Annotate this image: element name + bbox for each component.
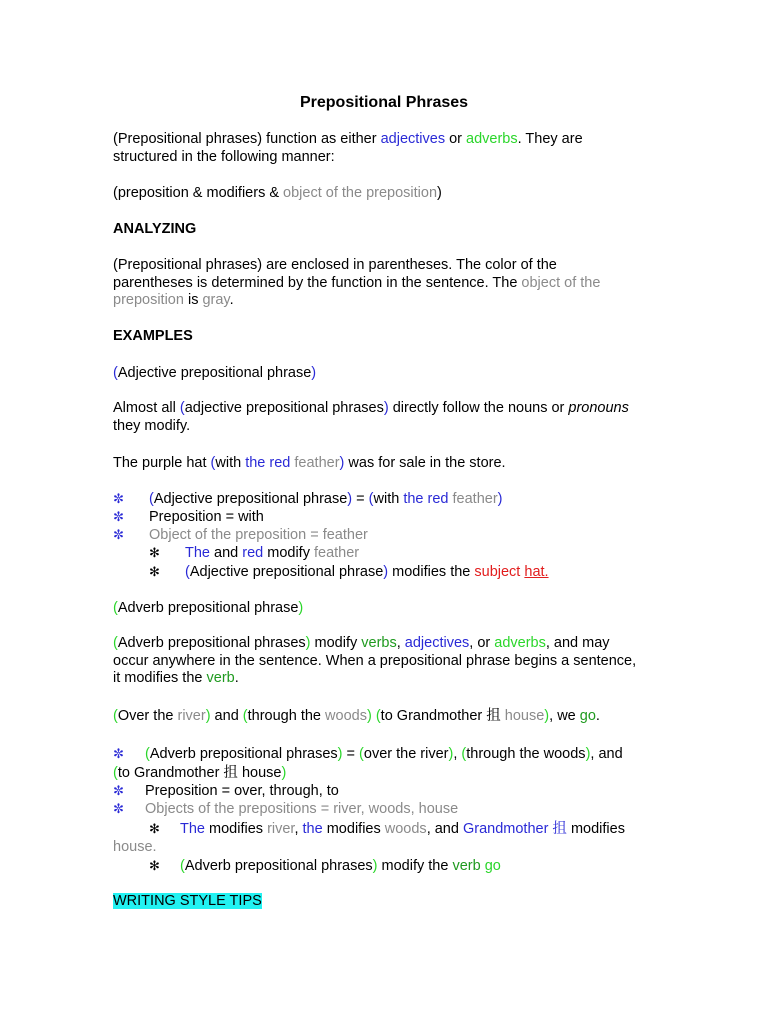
adv-subbullet-1 — [180, 821, 735, 839]
gray-term: gray — [202, 292, 230, 308]
adv-subbullet-2 — [180, 858, 735, 876]
adjective-label — [113, 365, 668, 383]
bullet-text: and — [210, 545, 243, 561]
blue-paren: ) — [383, 400, 389, 416]
modifier-term: The — [180, 821, 205, 837]
desc-text: adjective prepositional phrases — [184, 400, 384, 416]
object-term: feather — [313, 545, 360, 561]
intro-text: (Prepositional phrases) function as either — [113, 131, 381, 147]
adv-bullet-2: Preposition = over, through, to — [145, 783, 339, 799]
bullet-text: to Grandmother 抯 house — [117, 765, 282, 781]
bullet-text: modifies — [205, 821, 268, 837]
analyzing-text: (Prepositional phrases) are enclosed in parentheses. The color of the — [113, 257, 557, 273]
example-text: , we — [549, 708, 580, 724]
green-paren: ) — [366, 708, 372, 724]
object-term: house — [504, 708, 545, 724]
blue-paren: ( — [149, 491, 154, 507]
green-paren: ( — [113, 635, 118, 651]
verb-term: verb — [452, 858, 481, 874]
adverbs-term: adverbs — [494, 635, 546, 651]
modifier-term: The — [185, 545, 210, 561]
desc-text: it modifies the — [113, 670, 207, 686]
bullet-text: = feather — [306, 527, 368, 543]
blue-paren: ) — [497, 491, 503, 507]
object-term: object of the preposition — [283, 185, 438, 201]
modifier-term: red — [242, 545, 264, 561]
adj-bullet-2: Preposition = with — [149, 509, 264, 525]
adjectives-term: adjectives — [404, 635, 470, 651]
blue-paren: ) — [347, 491, 353, 507]
example-text: Over the — [117, 708, 178, 724]
subject-word: hat. — [524, 564, 549, 580]
blue-paren: ( — [179, 400, 185, 416]
modifier-term: the red — [403, 491, 449, 507]
subject-term: subject — [474, 564, 521, 580]
object-term: river — [177, 708, 206, 724]
desc-text: occur anywhere in the sentence. When a prepositional phrase begins a sentence, — [113, 652, 637, 669]
adverb-label — [113, 600, 668, 618]
bullet-icon: ✼ — [113, 746, 124, 761]
desc-text: they modify. — [113, 417, 191, 434]
bullet-icon: ✼ — [113, 491, 124, 506]
green-paren: ) — [585, 746, 591, 762]
example-text: The purple hat — [113, 455, 211, 471]
example-text: through the — [247, 708, 326, 724]
bullet-text: over the river — [363, 746, 449, 762]
blue-paren: ) — [339, 455, 345, 471]
desc-text: . — [234, 670, 239, 686]
modifier-term: the — [302, 821, 323, 837]
green-paren: ( — [113, 600, 118, 616]
bullet-text: Adverb prepositional phrases — [149, 746, 338, 762]
green-paren: ( — [113, 765, 118, 781]
intro-text: . They are — [517, 131, 583, 147]
object-term: river — [267, 821, 295, 837]
green-paren: ) — [305, 635, 311, 651]
adjective-description — [113, 400, 668, 435]
analyzing-text: is — [183, 292, 203, 308]
subbullet-icon: ✻ — [149, 545, 160, 560]
bullet-text: Adverb prepositional phrases — [184, 858, 373, 874]
bullet-text: Adjective prepositional phrase — [189, 564, 384, 580]
adverb-description — [113, 635, 668, 688]
desc-text: , and may — [545, 635, 610, 651]
writing-tips-heading-row — [113, 893, 668, 911]
intro-paragraph — [113, 131, 668, 166]
bullet-icon: ✼ — [113, 509, 124, 524]
bullet-text: = — [352, 491, 369, 507]
blue-paren: ) — [383, 564, 389, 580]
analyzing-text: . — [229, 292, 234, 308]
object-term: object of the — [521, 274, 601, 291]
modifier-term: Grandmother 抯 — [462, 821, 567, 837]
page-title: Prepositional Phrases — [299, 94, 469, 111]
subbullet-icon: ✻ — [149, 821, 160, 836]
green-paren: ) — [205, 708, 211, 724]
blue-paren: ) — [311, 365, 317, 381]
modifier-term: the red — [245, 455, 291, 471]
green-paren: ( — [145, 746, 150, 762]
examples-heading: EXAMPLES — [113, 328, 193, 344]
desc-text: Adverb prepositional phrases — [117, 635, 306, 651]
object-term: woods — [325, 708, 367, 724]
adjectives-term: adjectives — [380, 131, 446, 147]
desc-text: , or — [469, 635, 495, 651]
bullet-text: modifies the — [388, 564, 475, 580]
blue-paren: ( — [210, 455, 216, 471]
object-term: woods — [384, 821, 427, 837]
adj-bullet-3 — [149, 527, 704, 545]
adj-bullet-1 — [149, 491, 704, 509]
structure-text: ) — [437, 185, 442, 201]
analyzing-paragraph — [113, 257, 668, 310]
bullet-text: , and — [590, 746, 623, 762]
blue-paren: ( — [113, 365, 118, 381]
adj-subbullet-2 — [185, 564, 740, 582]
bullet-text: = river, woods, house — [316, 801, 459, 817]
adv-bullet-3 — [145, 801, 700, 819]
desc-text: modify — [310, 635, 362, 651]
green-paren: ( — [113, 708, 118, 724]
structure-text: (preposition & modifiers & — [113, 185, 284, 201]
writing-tips-heading: WRITING STYLE TIPS — [113, 893, 262, 909]
green-paren: ) — [298, 600, 304, 616]
intro-text: or — [445, 131, 467, 147]
green-paren: ) — [281, 765, 287, 781]
object-term: Objects of the prepositions — [145, 801, 317, 817]
example-text: and — [210, 708, 243, 724]
desc-text: directly follow the nouns or — [388, 400, 569, 416]
bullet-text: , — [453, 746, 462, 762]
bullet-text: modifies — [322, 821, 385, 837]
structure-line — [113, 185, 668, 203]
bullet-text: , — [294, 821, 303, 837]
adverb-example — [113, 708, 668, 726]
adjective-label-text: Adjective prepositional phrase — [117, 365, 312, 381]
green-paren: ) — [544, 708, 550, 724]
subbullet-icon: ✻ — [149, 858, 160, 873]
adverbs-term: adverbs — [466, 131, 518, 147]
intro-text: structured in the following manner: — [113, 148, 335, 165]
object-term: preposition — [113, 292, 184, 308]
verb-term: go — [480, 858, 501, 874]
adv-bullet-1-continuation — [113, 765, 668, 783]
bullet-text: modify the — [377, 858, 453, 874]
green-paren: ( — [180, 858, 185, 874]
verb-term: go — [579, 708, 596, 724]
object-term: feather — [290, 455, 340, 471]
bullet-text: , and — [426, 821, 463, 837]
bullet-icon: ✼ — [113, 801, 124, 816]
adverb-label-text: Adverb prepositional phrase — [117, 600, 299, 616]
object-term: Object of the preposition — [149, 527, 307, 543]
green-paren: ) — [337, 746, 343, 762]
bullet-text: with — [373, 491, 404, 507]
object-term: feather — [448, 491, 498, 507]
blue-paren: ( — [185, 564, 190, 580]
verb-term: verb — [206, 670, 235, 686]
adj-subbullet-1 — [185, 545, 740, 563]
desc-text: , — [396, 635, 405, 651]
desc-text: Almost all — [113, 400, 180, 416]
adv-subbullet-1-continuation: house. — [113, 839, 157, 855]
green-paren: ( — [375, 708, 381, 724]
pronouns-term: pronouns — [568, 400, 629, 416]
bullet-icon: ✼ — [113, 527, 124, 542]
adv-bullet-1 — [145, 746, 700, 764]
bullet-text: modify — [263, 545, 314, 561]
subbullet-icon: ✻ — [149, 564, 160, 579]
verbs-term: verbs — [361, 635, 397, 651]
example-text: to Grandmother 抯 — [380, 708, 505, 724]
example-text: was for sale in the store. — [344, 455, 506, 471]
green-paren: ) — [448, 746, 454, 762]
bullet-text: = — [342, 746, 360, 762]
blue-paren: ( — [368, 491, 374, 507]
analyzing-text: parentheses is determined by the function in the sentence. The — [113, 274, 522, 291]
adjective-example — [113, 455, 668, 473]
green-paren: ( — [461, 746, 467, 762]
bullet-text: through the woods — [466, 746, 586, 762]
bullet-text: modifies — [566, 821, 625, 837]
bullet-text: Adjective prepositional phrase — [153, 491, 348, 507]
green-paren: ) — [372, 858, 378, 874]
green-paren: ( — [242, 708, 248, 724]
green-paren: ( — [359, 746, 364, 762]
example-text: . — [595, 708, 600, 724]
bullet-icon: ✼ — [113, 783, 124, 798]
analyzing-heading: ANALYZING — [113, 221, 197, 237]
example-text: with — [215, 455, 246, 471]
